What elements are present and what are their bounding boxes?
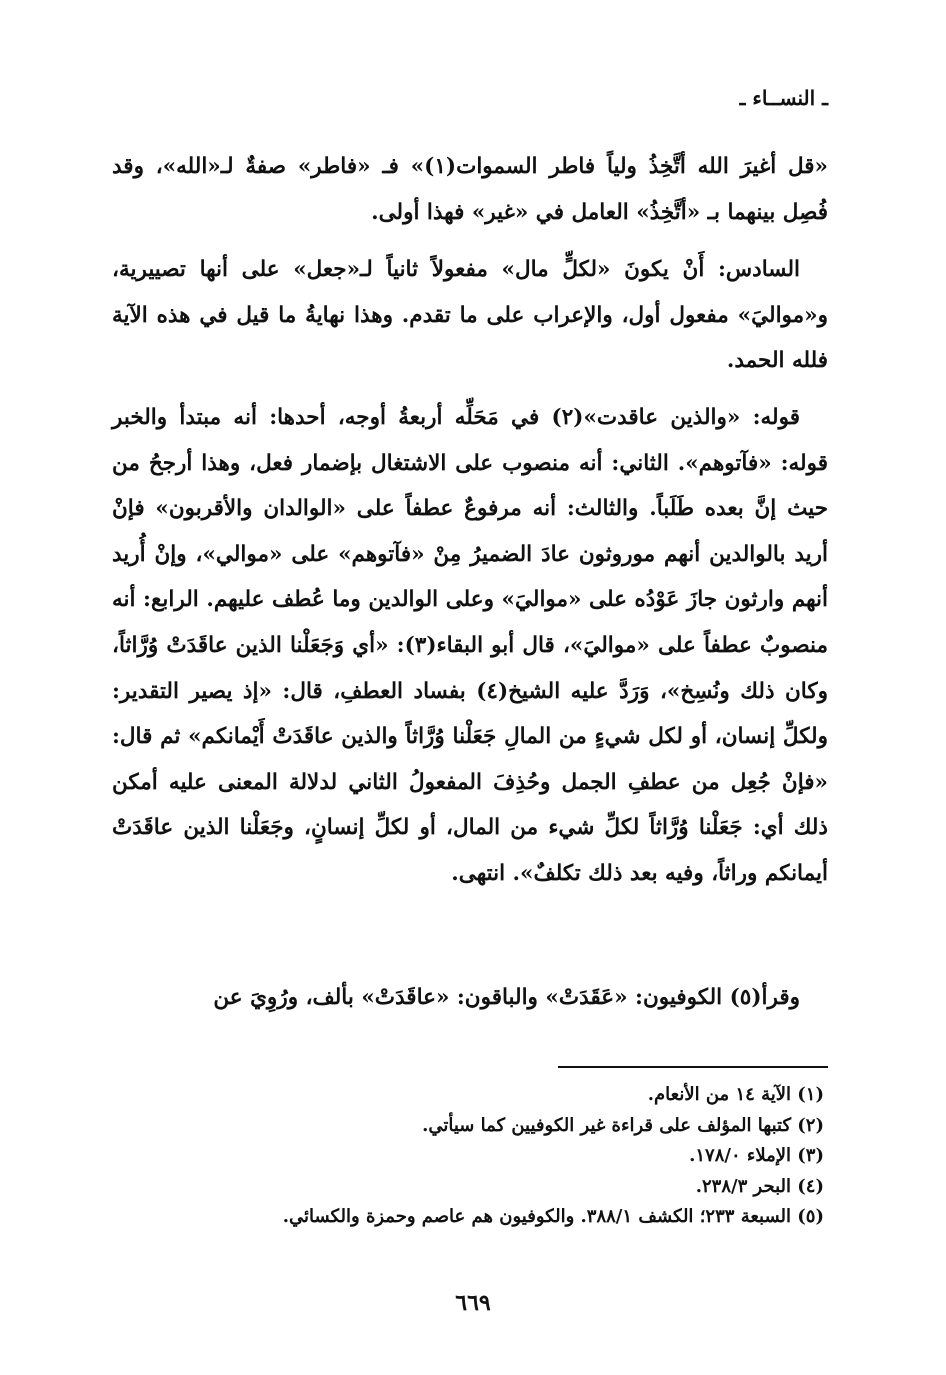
paragraph-4	[112, 975, 828, 1021]
footnote-1: (١) الآية ١٤ من الأنعام.	[647, 1084, 824, 1105]
running-header: ـ النســاء ـ	[739, 86, 828, 110]
paragraph-1	[112, 144, 828, 235]
paragraph-text: السادس: أَنْ يكونَ «لكلٍّ مال» مفعولاً ثانياً لـ«جعل» على أنها تصييرية، و«مواليَ» مفعول أول، والإعراب على ما تقدم. وهذا نهايةُ ما قيل في هذه الآية فلله الحمد.	[112, 257, 828, 374]
page-number: ٦٦٩	[455, 1290, 491, 1316]
footnote-2: (٢) كتبها المؤلف على قراءة غير الكوفيين كما سيأتي.	[422, 1114, 824, 1136]
paragraph-text: وقرأ(٥) الكوفيون: «عَقَدَتْ» والباقون: «عاقَدَتْ» بألف، ورُوِيَ عن	[213, 985, 800, 1010]
footnote-4: (٤) البحر ٢٣٨/٣.	[695, 1175, 824, 1197]
footnotes-list	[124, 1080, 824, 1233]
paragraph-text: قوله: «والذين عاقدت»(٢) في مَحَلِّه أربعةُ أوجه، أحدها: أنه مبتدأ والخبر قوله: «فآتوهم». الثاني: أنه منصوب على الاشتغال بإضمار فعل، وهذا أرجحُ من حيث إنَّ بعده طَلَباً. والثالث: أنه مرفوعٌ عطفاً على «الوالدان والأقربون» فإنْ أريد بالوالدين أنهم موروثون عادَ الضميرُ مِنْ «فآتوهم» على «موالي»، وإنْ أُريد أنهم وارثون جازَ عَوْدُه على «مواليَ» وعلى الوالدين وما عُطف عليهم. الرابع: أنه منصوبٌ عطفاً على «مواليَ»، قال أبو البقاء(٣): «أي وَجَعَلْنا الذين عاقَدَتْ وُرَّاثاً، وكان ذلك ونُسِخ»، وَرَدَّ عليه الشيخ(٤) بفساد العطفِ، قال: «إذ يصير التقدير: ولكلِّ إنسان، أو لكل شيءٍ من المالِ جَعَلْنا وُرَّاثاً والذين عاقَدَتْ أَيْمانكم» ثم قال: «فإنْ جُعِل من عطفِ الجمل وحُذِفَ المفعولُ الثاني لدلالة المعنى عليه أمكن ذلك أي: جَعَلْنا وُرَّاثاً لكلِّ شيء من المال، أو لكلِّ إنسانٍ، وجَعَلْنا الذين عاقَدَتْ أيمانكم وراثاً، وفيه بعد ذلك تكلفٌ». انتهى.	[112, 405, 828, 886]
footnote-divider	[558, 1066, 828, 1068]
paragraph-2	[112, 247, 828, 384]
footnote-3: (٣) الإملاء ١٧٨/٠.	[689, 1145, 824, 1166]
paragraph-text: «قل أغيرَ الله أتَّخِذُ ولياً فاطر السموات(١)» فـ «فاطر» صفةٌ لـ«الله»، وقد فُصِل بينهما بـ «أتَّخِذُ» العامل في «غير» فهذا أولى.	[112, 154, 828, 225]
footnote-5: (٥) السبعة ٢٣٣؛ الكشف ٣٨٨/١. والكوفيون هم عاصم وحمزة والكسائي.	[282, 1206, 824, 1227]
paragraph-3	[112, 395, 828, 897]
